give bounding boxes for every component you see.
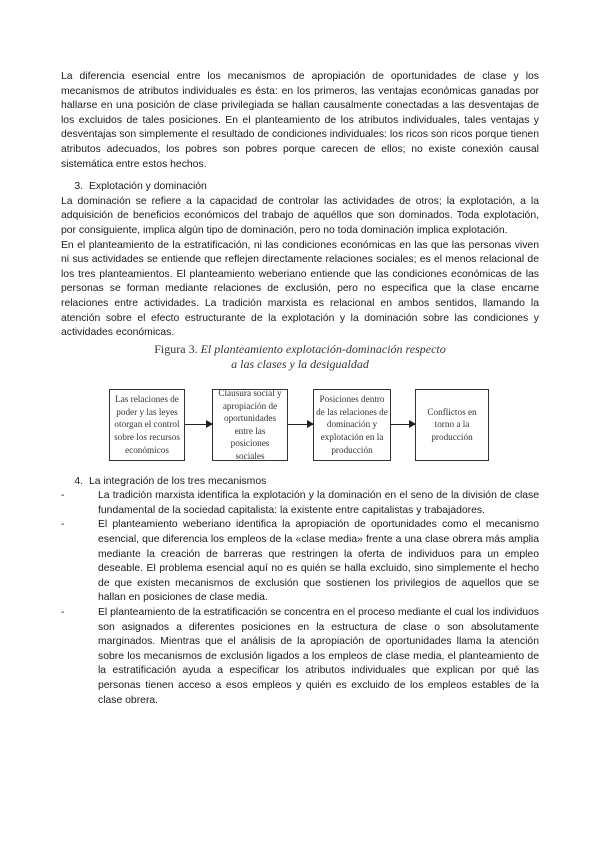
document-page	[61, 70, 539, 708]
diagram-arrow-2	[288, 424, 313, 425]
section-4-number: 4.	[74, 475, 83, 487]
section-4-heading	[61, 475, 539, 490]
figure-label: Figura 3.	[154, 341, 198, 356]
section-3-heading	[61, 180, 539, 195]
section-3-title: Explotación y dominación	[89, 181, 207, 193]
list-item: - El planteamiento de la estratificación se concentra en el proceso mediante el cual los individuos son asignados a diferentes posiciones en la estructura de clase o son absolutamente marginados. Mientras que el análisis de la apropiación de oportunidades llama la atención sobre los mecanismos de exclusión ligados a los empleos de clase media, el planteamiento de la estratificación ayuda a especificar los atributos individuales que explican por qué las personas tienen acceso a esos empleos y quién es excluido de los empleos estables de la clase obrera.	[61, 606, 539, 708]
list-item: - El planteamiento weberiano identifica la apropiación de oportunidades como el mecanismo esencial, que diferencia los empleos de la «clase media» frente a una clase obrera más amplia mediante la creación de barreras que restringen la oferta de individuos para un empleo deseable. El problema esencial aquí no es quién se halla excluido, sino simplemente el hecho de que existen mecanismos de exclusión que sostienen los privilegios de aquellos que se hallan en posiciones de clase media.	[61, 518, 539, 606]
diagram-box-social-closure: Clausura social y apropiación de oportunidades entre las posiciones sociales	[212, 389, 288, 461]
section-3-paragraph-1: La dominación se refiere a la capacidad de controlar las actividades de otros; la explotación, a la adquisición de beneficios económicos del trabajo de aquéllos que son dominados. Toda explotación, por consiguiente, implica algún tipo de dominación, pero no toda dominación implica explotación.	[61, 195, 539, 236]
intro-paragraph: La diferencia esencial entre los mecanismos de apropiación de oportunidades de clase y los mecanismos de atributos individuales es ésta: en los primeros, las ventajas económicas ganadas por hallarse en una posición de clase privilegiada se hallan causalmente conectadas a las desventajas de los excluidos de tales posiciones. En el planteamiento de los atributos individuales, tales ventajas y desventajas son simplemente el resultado de condiciones individuales: los ricos son ricos porque tienen atributos adecuados, los pobres son pobres porque carecen de ellos; no existe conexión causal sistemática entre estos hechos.	[61, 71, 539, 170]
figure-title-line-1: El planteamiento explotación-dominación respecto	[200, 341, 446, 356]
diagram-arrow-1	[185, 424, 212, 425]
diagram-box-conflicts: Conflictos en torno a la producción	[415, 389, 489, 461]
list-item: - La tradición marxista identifica la explotación y la dominación en el seno de la división de clase fundamental de la sociedad capitalista: la existente entre capitalistas y trabajadores.	[61, 489, 539, 518]
diagram-arrow-3	[391, 424, 415, 425]
diagram-box-positions: Posiciones dentro de las relaciones de dominación y explotación en la producción	[313, 389, 391, 461]
figure-title-line-2: a las clases y la desigualdad	[231, 356, 369, 371]
section-4-title: La integración de los tres mecanismos	[89, 475, 267, 487]
flow-diagram	[61, 389, 539, 461]
section-3-paragraph-2: En el planteamiento de la estratificación, ni las condiciones económicas en las que las personas viven ni sus actividades se entiende que reflejen directamente relaciones sociales; es el menos relacional de los tres planteamientos. El planteamiento weberiano entiende que las condiciones económicas de las personas se forman mediante relaciones de exclusión, pero no especifica que la clase encarne relaciones entre actividades. La tradición marxista es relacional en ambos sentidos, llamando la atención sobre el efecto estructurante de la explotación y la dominación sobre las condiciones y actividades económicas.	[61, 239, 539, 339]
diagram-box-power-relations: Las relaciones de poder y las leyes otorgan el control sobre los recursos económicos	[109, 389, 185, 461]
figure-caption	[61, 342, 539, 372]
section-4-list	[61, 489, 539, 708]
section-3-number: 3.	[74, 181, 83, 193]
